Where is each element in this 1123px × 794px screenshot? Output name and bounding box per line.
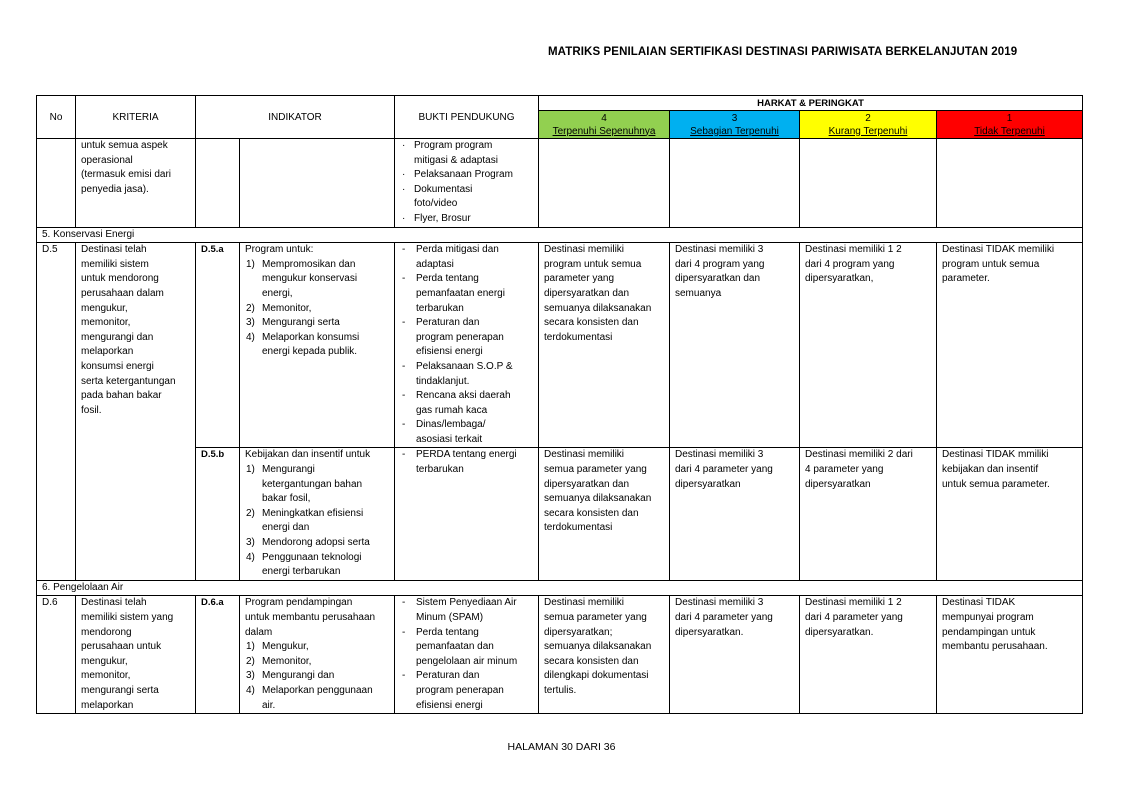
cell-bukti xyxy=(395,139,539,228)
cell-code: D.5.b xyxy=(196,448,240,580)
section-title-konservasi-energi: 5. Konservasi Energi xyxy=(37,227,1083,243)
list-item: 3) Mengurangi serta xyxy=(246,317,340,329)
cell-level-1: Destinasi TIDAK memiliki program untuk semua parameter. xyxy=(937,243,1083,448)
list-item: · Program program mitigasi & adaptasi xyxy=(400,139,533,168)
cell-level-1: Destinasi TIDAK mempunyai program pendampingan untuk membantu perusahaan. xyxy=(937,596,1083,714)
table-row xyxy=(37,596,1083,714)
cell-level-2 xyxy=(800,139,937,228)
table-row xyxy=(37,243,1083,448)
level-3-label: Sebagian Terpenuhi xyxy=(690,125,779,137)
header-indikator: INDIKATOR xyxy=(196,96,395,139)
list-item: 4) Melaporkan penggunaan air. xyxy=(246,684,373,711)
level-1-label: Tidak Terpenuhi xyxy=(974,125,1045,137)
list-item: · Flyer, Brosur xyxy=(400,212,533,227)
cell-level-2: Destinasi memiliki 1 2 dari 4 program yang dipersyaratkan, xyxy=(800,243,937,448)
section-row xyxy=(37,580,1083,596)
list-item: - Sistem Penyediaan Air Minum (SPAM) xyxy=(400,596,533,625)
cell-indikator xyxy=(240,448,395,580)
list-item: - Peraturan dan program penerapan efisiensi energi xyxy=(400,316,533,360)
list-item: · Dokumentasi foto/video xyxy=(400,183,533,212)
section-title-pengelolaan-air: 6. Pengelolaan Air xyxy=(37,580,1083,596)
level-3-number: 3 xyxy=(731,112,738,124)
cell-bukti xyxy=(395,596,539,714)
list-item: 4) Melaporkan konsumsi energi kepada publik. xyxy=(246,331,360,358)
cell-indikator xyxy=(240,243,395,448)
cell-level-3: Destinasi memiliki 3 dari 4 parameter yang dipersyaratkan. xyxy=(670,596,800,714)
list-item: 1) Mempromosikan dan mengukur konservasi energi, xyxy=(246,258,358,299)
cell-no xyxy=(37,139,76,228)
cell-level-4: Destinasi memiliki program untuk semua parameter yang dipersyaratkan dan semuanya dilaksanakan secara konsisten dan terdokumentasi xyxy=(539,243,670,448)
list-item: 1) Mengukur, xyxy=(246,641,309,653)
level-1-number: 1 xyxy=(1006,112,1013,124)
list-item: 2) Meningkatkan efisiensi energi dan xyxy=(246,507,364,534)
level-2-label: Kurang Terpenuhi xyxy=(828,125,908,137)
header-bukti-pendukung: BUKTI PENDUKUNG xyxy=(395,96,539,139)
list-item: 2) Memonitor, xyxy=(246,655,312,667)
cell-kriteria: Destinasi telah memiliki sistem untuk mendorong perusahaan dalam mengukur, memonitor, mengurangi dan melaporkan konsumsi energi serta ketergantungan pada bahan bakar fosil. xyxy=(76,243,196,581)
cell-level-1 xyxy=(937,139,1083,228)
indikator-intro: Program pendampingan untuk membantu perusahaan dalam xyxy=(245,597,376,638)
list-item: - Perda mitigasi dan adaptasi xyxy=(400,243,533,272)
list-item: - Peraturan dan program penerapan efisiensi energi xyxy=(400,669,533,713)
header-level-3 xyxy=(670,111,800,139)
list-item: - Pelaksanaan S.O.P & tindaklanjut. xyxy=(400,360,533,389)
cell-kriteria: Destinasi telah memiliki sistem yang mendorong perusahaan untuk mengukur, memonitor, mengurangi serta melaporkan xyxy=(76,596,196,714)
cell-level-4: Destinasi memiliki semua parameter yang dipersyaratkan dan semuanya dilaksanakan secara konsisten dan terdokumentasi xyxy=(539,448,670,580)
cell-bukti xyxy=(395,448,539,580)
cell-level-3: Destinasi memiliki 3 dari 4 parameter yang dipersyaratkan xyxy=(670,448,800,580)
cell-level-3: Destinasi memiliki 3 dari 4 program yang dipersyaratkan dan semuanya xyxy=(670,243,800,448)
list-item: 4) Penggunaan teknologi energi terbarukan xyxy=(246,551,362,578)
level-2-number: 2 xyxy=(865,112,871,124)
cell-code: D.5.a xyxy=(196,243,240,448)
list-item: - Perda tentang pemanfaatan energi terbarukan xyxy=(400,272,533,316)
header-no: No xyxy=(37,96,76,139)
list-item: · Pelaksanaan Program xyxy=(400,168,533,183)
header-level-4 xyxy=(539,111,670,139)
header-harkat-peringkat: HARKAT & PERINGKAT xyxy=(539,96,1083,111)
cell-level-2: Destinasi memiliki 2 dari 4 parameter yang dipersyaratkan xyxy=(800,448,937,580)
page-footer: HALAMAN 30 DARI 36 xyxy=(507,741,616,753)
cell-code: D.6.a xyxy=(196,596,240,714)
indikator-intro: Program untuk: xyxy=(245,244,314,256)
header-level-2 xyxy=(800,111,937,139)
cell-no: D.6 xyxy=(37,596,76,714)
list-item: - PERDA tentang energi terbarukan xyxy=(400,448,533,477)
list-item: 3) Mengurangi dan xyxy=(246,670,335,682)
cell-level-1: Destinasi TIDAK mmiliki kebijakan dan insentif untuk semua parameter. xyxy=(937,448,1083,580)
list-item: - Dinas/lembaga/ asosiasi terkait xyxy=(400,418,533,447)
table-row xyxy=(37,139,1083,228)
cell-level-3 xyxy=(670,139,800,228)
indikator-intro: Kebijakan dan insentif untuk xyxy=(245,449,371,461)
cell-indikator xyxy=(240,139,395,228)
cell-level-2: Destinasi memiliki 1 2 dari 4 parameter yang dipersyaratkan. xyxy=(800,596,937,714)
list-item: 2) Memonitor, xyxy=(246,302,312,314)
cell-level-4: Destinasi memiliki semua parameter yang dipersyaratkan; semuanya dilaksanakan secara konsisten dan dilengkapi dokumentasi tertulis. xyxy=(539,596,670,714)
cell-level-4 xyxy=(539,139,670,228)
cell-kriteria: untuk semua aspek operasional (termasuk emisi dari penyedia jasa). xyxy=(76,139,196,228)
list-item: 3) Mendorong adopsi serta xyxy=(246,537,370,549)
list-item: - Perda tentang pemanfaatan dan pengelolaan air minum xyxy=(400,626,533,670)
cell-bukti xyxy=(395,243,539,448)
header-level-1 xyxy=(937,111,1083,139)
list-item: 1) Mengurangi ketergantungan bahan bakar fosil, xyxy=(246,464,363,505)
level-4-label: Terpenuhi Sepenuhnya xyxy=(552,125,656,137)
cell-code xyxy=(196,139,240,228)
section-row xyxy=(37,227,1083,243)
list-item: - Rencana aksi daerah gas rumah kaca xyxy=(400,389,533,418)
document-title: MATRIKS PENILAIAN SERTIFIKASI DESTINASI PARIWISATA BERKELANJUTAN 2019 xyxy=(548,46,1018,58)
assessment-matrix-table xyxy=(36,95,1083,714)
level-4-number: 4 xyxy=(601,112,607,124)
cell-indikator xyxy=(240,596,395,714)
header-kriteria: KRITERIA xyxy=(76,96,196,139)
cell-no: D.5 xyxy=(37,243,76,581)
